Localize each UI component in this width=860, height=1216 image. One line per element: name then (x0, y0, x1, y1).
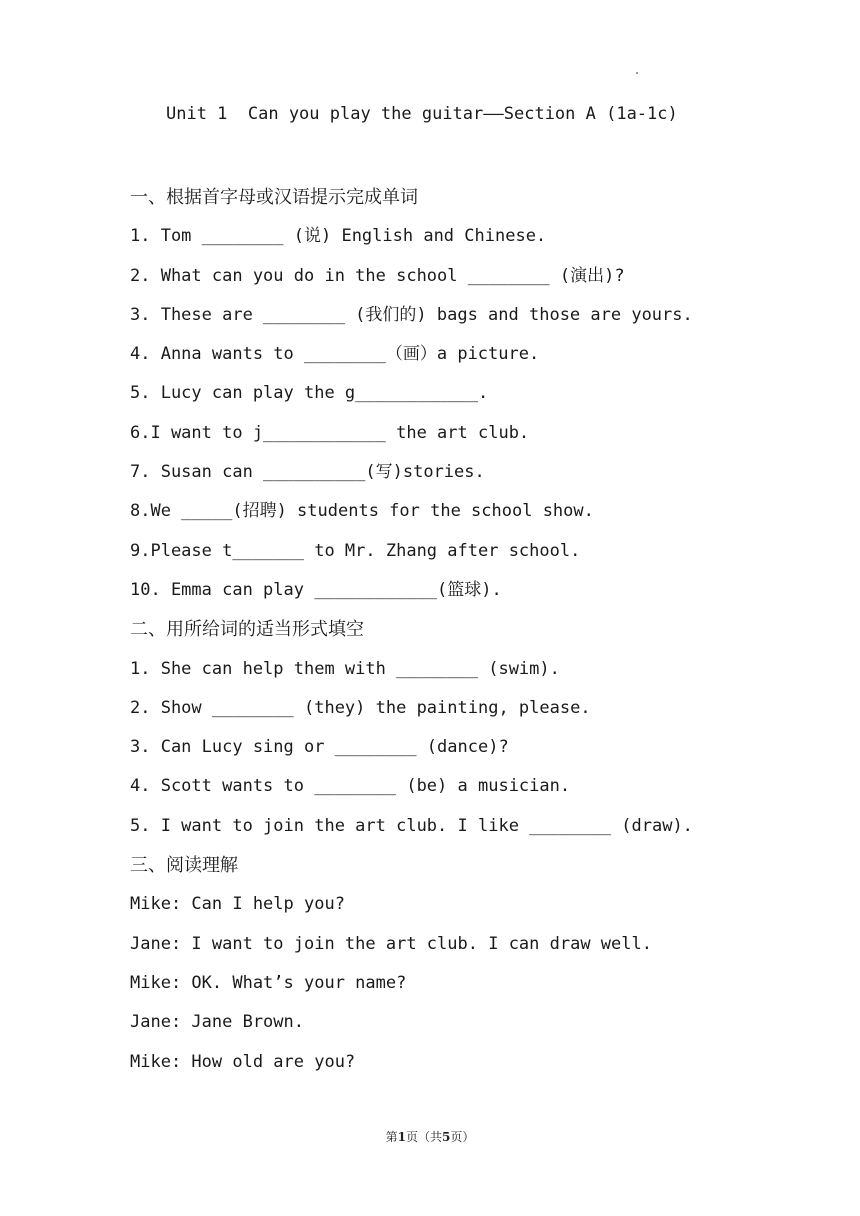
dialogue-line: Mike: How old are you? (130, 1051, 356, 1072)
stray-dot-mark (636, 72, 638, 74)
exercise-item: 5. I want to join the art club. I like ________ (draw). (130, 815, 693, 836)
exercise-item: 2. Show ________ (they) the painting, please. (130, 697, 591, 718)
footer-page-number: 1 (397, 1130, 406, 1144)
dialogue-line: Jane: Jane Brown. (130, 1012, 304, 1033)
exercise-item: 1. She can help them with ________ (swim). (130, 658, 560, 679)
exercise-item: 1. Tom ________ (说) English and Chinese. (130, 226, 547, 247)
exercise-item: 5. Lucy can play the g____________. (130, 383, 489, 404)
section-2-heading: 二、用所给词的适当形式填空 (130, 619, 364, 641)
exercise-item: 7. Susan can __________(写)stories. (130, 462, 485, 483)
exercise-item: 10. Emma can play ____________(篮球). (130, 579, 502, 600)
dialogue-line: Jane: I want to join the art club. I can draw well. (130, 933, 652, 954)
exercise-item: 8.We _____(招聘) students for the school show. (130, 501, 594, 522)
exercise-content (130, 178, 830, 1082)
exercise-item: 4. Scott wants to ________ (be) a musician. (130, 776, 571, 797)
document-title: Unit 1 Can you play the guitar——Section A (1a-1c) (166, 104, 678, 124)
footer-middle: 页（共 (405, 1130, 442, 1144)
footer-suffix: 页） (450, 1130, 475, 1144)
exercise-item: 2. What can you do in the school ________ (演出)? (130, 265, 625, 286)
page-footer (0, 1128, 860, 1145)
dialogue-line: Mike: OK. What’s your name? (130, 972, 407, 993)
section-1-heading: 一、根据首字母或汉语提示完成单词 (130, 187, 418, 208)
footer-total-pages: 5 (442, 1130, 451, 1144)
dialogue-line: Mike: Can I help you? (130, 894, 345, 915)
section-3-heading: 三、阅读理解 (130, 855, 238, 877)
exercise-item: 6.I want to j____________ the art club. (130, 422, 530, 443)
exercise-item: 4. Anna wants to ________（画）a picture. (130, 344, 540, 365)
footer-prefix: 第 (385, 1130, 398, 1144)
exercise-item: 3. These are ________ (我们的) bags and those are yours. (130, 304, 693, 325)
exercise-item: 3. Can Lucy sing or ________ (dance)? (130, 737, 509, 758)
exercise-item: 9.Please t_______ to Mr. Zhang after school. (130, 540, 581, 561)
